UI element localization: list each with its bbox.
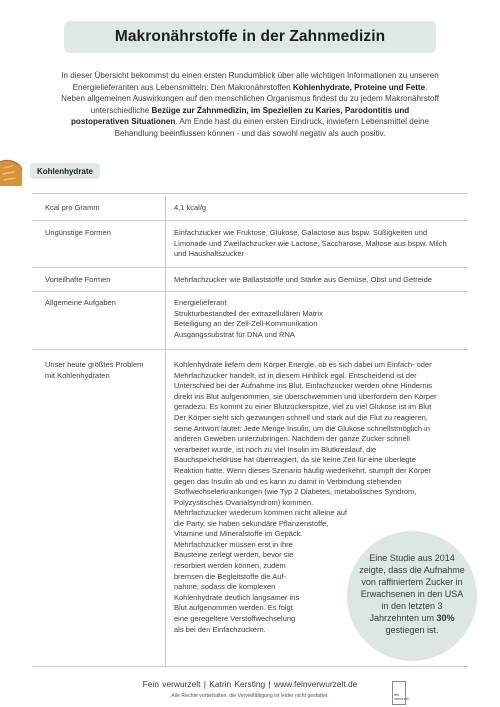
table-divider [32, 193, 468, 194]
row-label-unguenstige-formen [45, 228, 163, 239]
value-line: 4,1 kcal/g [174, 203, 207, 212]
value-line: Energielieferant [174, 298, 227, 307]
footer-copyright: Alle Rechte vorbehalten, die Vervielfältigung ist leider nicht gestattet. [171, 693, 329, 699]
callout-line [347, 624, 477, 636]
value-line: gegen das Insulin ab und es kann zu damit in Verbindung stehenden [174, 476, 402, 486]
callout-bold-text: 30% [436, 613, 455, 623]
title-banner [64, 21, 436, 53]
value-line: nahme, sodass die komplexen [174, 582, 276, 592]
study-callout-text [347, 552, 477, 636]
value-line: Der Körper sieht sich gezwungen schnell und stark auf die Flut zu reagieren, [174, 412, 428, 422]
row-label-allgemeine-aufgaben [45, 298, 163, 309]
value-line: Einfachzucker wie Fruktose, Glukose, Galactose aus bspw. Süßigkeiten und [174, 228, 428, 237]
value-line: anderen Geweben unterzubringen. Nachdem der ganze Zucker schnell [174, 434, 410, 444]
intro-text: Neben allgemeinen Auswirkungen auf den menschlichen Organismus findest du zu jedem Makronährstoff [61, 94, 439, 104]
callout-line [347, 552, 477, 564]
row-value-unguenstige-formen [174, 228, 466, 260]
intro-line [28, 116, 472, 128]
value-line: und Haushaltszucker [174, 249, 245, 259]
table-divider [32, 291, 468, 292]
callout-text: Eine Studie aus 2014 [369, 553, 455, 563]
value-line: geradezu. Es kommt zu einer Blutzuckerspitze, viel zu viel Glukose ist im Blut [174, 402, 432, 412]
intro-line [28, 93, 472, 105]
intro-line [28, 105, 472, 117]
row-value-vorteilhafte-formen [174, 275, 466, 286]
row-value-groesstes-problem [174, 360, 466, 508]
bread-icon [0, 156, 24, 188]
value-line: Limonade und Zweifachzucker wie Lactose, Saccharose, Maltose aus bspw. Milch [174, 238, 447, 248]
value-line: Unterschied bei der Aufnahme ins Blut. Einfachzucker werden ohne Hindernis [174, 381, 433, 391]
intro-bold-text: Kohlenhydrate, Proteine und Fette [292, 82, 426, 92]
value-line: Bausteine zerlegt werden, bevor sie [174, 550, 294, 560]
intro-bold-text: postoperativen Situationen [70, 117, 176, 127]
intro-text: unterschiedliche [90, 105, 152, 115]
intro-line [28, 128, 472, 140]
callout-text: von raffiniertem Zucker in [361, 577, 463, 587]
intro-text: In dieser Übersicht bekommst du einen ersten Rundumblick über alle wichtigen Informationen zu unseren [61, 71, 439, 80]
table-divider [32, 666, 468, 667]
row-value-allgemeine-aufgaben [174, 298, 466, 340]
label-line: Vorteilhafte Formen [45, 275, 111, 284]
table-divider [32, 349, 468, 350]
value-line: als bei den Einfachzuckern. [174, 624, 266, 634]
value-line: die Party, sie haben sekundäre Pflanzenstoffe, [174, 518, 329, 528]
brand-logo [392, 681, 409, 705]
row-value-kcal [174, 203, 466, 214]
page-title: Makronährstoffe in der Zahnmedizin [114, 28, 386, 45]
callout-line [347, 600, 477, 612]
row-label-groesstes-problem [45, 360, 163, 381]
callout-text: Jahrzehnten um [369, 613, 437, 623]
row-label-vorteilhafte-formen [45, 275, 163, 286]
intro-text: Behandlung beeinflussen können - und das sowohl negativ als auch positiv. [114, 128, 386, 138]
label-line: Kcal pro Gramm [45, 203, 100, 212]
value-line: eine geregeltere Verstoffwechselung [174, 613, 296, 623]
label-line: Ungünstige Formen [45, 228, 111, 237]
value-line: Reaktion hatte. Wenn dieses Szenario häufig wiederkehrt, stumpft der Körper [174, 465, 432, 475]
table-divider [32, 220, 468, 221]
intro-bold-text: Bezüge zur Zahnmedizin, im Speziellen zu Karies, Parodontitis und [151, 105, 410, 115]
row-value-groesstes-problem-continued [174, 508, 354, 635]
value-line: Mehrfachzucker wiederum kommen nicht alleine auf [174, 508, 347, 517]
value-line: direkt ins Blut aufgenommen, sie überschwemmen und überfordern den Körper [174, 391, 437, 401]
label-line: Unser heute größtes Problem [45, 360, 144, 369]
value-line: Stoffwechselerkrankungen (wie Typ 2 Diabetes, metabolisches Syndrom, [174, 487, 417, 497]
callout-text: Erwachsenen in den USA [360, 589, 464, 599]
callout-line [347, 576, 477, 588]
value-line: Strukturbestandteil der extrazellulären Matrix [174, 308, 323, 318]
callout-text: gestiegen ist. [385, 625, 439, 635]
value-line: Kohlenhydrate liefern dem Körper Energie, ob es sich dabei um Einfach- oder [174, 360, 432, 369]
row-label-kcal [45, 203, 163, 214]
callout-text: zeigte, dass die Aufnahme [359, 565, 465, 575]
callout-line [347, 564, 477, 576]
value-line: Mehrfachzucker handelt, ist in diesem Hinblick egal. Entscheidend ist der [174, 370, 417, 380]
value-line: seine Antwort lautet: Jede Menge Insulin, um die Glukose schnellstmöglich in [174, 423, 430, 433]
value-line: Kohlenhydrate deutlich langsamer ins [174, 592, 300, 602]
section-label-kohlenhydrate: Kohlenhydrate [30, 163, 100, 179]
footer-credits: Fein verwurzelt | Katrin Kersting | www.feinverwurzelt.de [142, 679, 358, 689]
value-line: Polyzystisches Ovarialsyndrom) kommen. [174, 497, 314, 507]
intro-text: . Am Ende hast du einen ersten Eindruck, inwiefern Lebensmittel deine [175, 117, 430, 127]
intro-text: . [425, 82, 428, 92]
value-line: Beteiligung an der Zell-Zell-Kommunikation [174, 319, 318, 329]
logo-line: fein [394, 693, 400, 697]
table-divider [32, 267, 468, 268]
label-line: mit Kohlenhydraten [45, 370, 110, 380]
value-line: Bauchspeicheldrüse hat überreagiert, da sie keine Zeit für eine überlegte [174, 455, 416, 465]
label-line: Allgemeine Aufgaben [45, 298, 116, 307]
callout-text: in den letzten 3 [381, 601, 443, 611]
value-line: verarbeitet wurde, ist noch zu viel Insulin im Blutkreislauf, die [174, 444, 377, 454]
callout-line [347, 612, 477, 624]
intro-paragraph [28, 70, 472, 140]
value-line: Ausgangssubstrat für DNA und RNA [174, 329, 295, 339]
value-line: Mehrfachzucker müssen erst in ihre [174, 539, 293, 549]
value-line: Blut aufgenommen werden. Es folgt [174, 603, 293, 613]
value-line: bremsen die Begleitstoffe die Auf- [174, 571, 287, 581]
intro-line [28, 70, 472, 82]
intro-line [28, 82, 472, 94]
intro-text: Energielieferanten aus Lebensmitteln: Den Makronährstoffen [72, 82, 293, 92]
value-line: Vitamine und Mineralstoffe im Gepäck. [174, 529, 303, 539]
logo-line: verwurzelt [394, 696, 409, 701]
value-line: Mehrfachzucker wie Ballaststoffe und Stärke aus Gemüse, Obst und Getreide [174, 275, 432, 284]
callout-line [347, 588, 477, 600]
value-line: resorbiert werden können, zudem [174, 560, 286, 570]
